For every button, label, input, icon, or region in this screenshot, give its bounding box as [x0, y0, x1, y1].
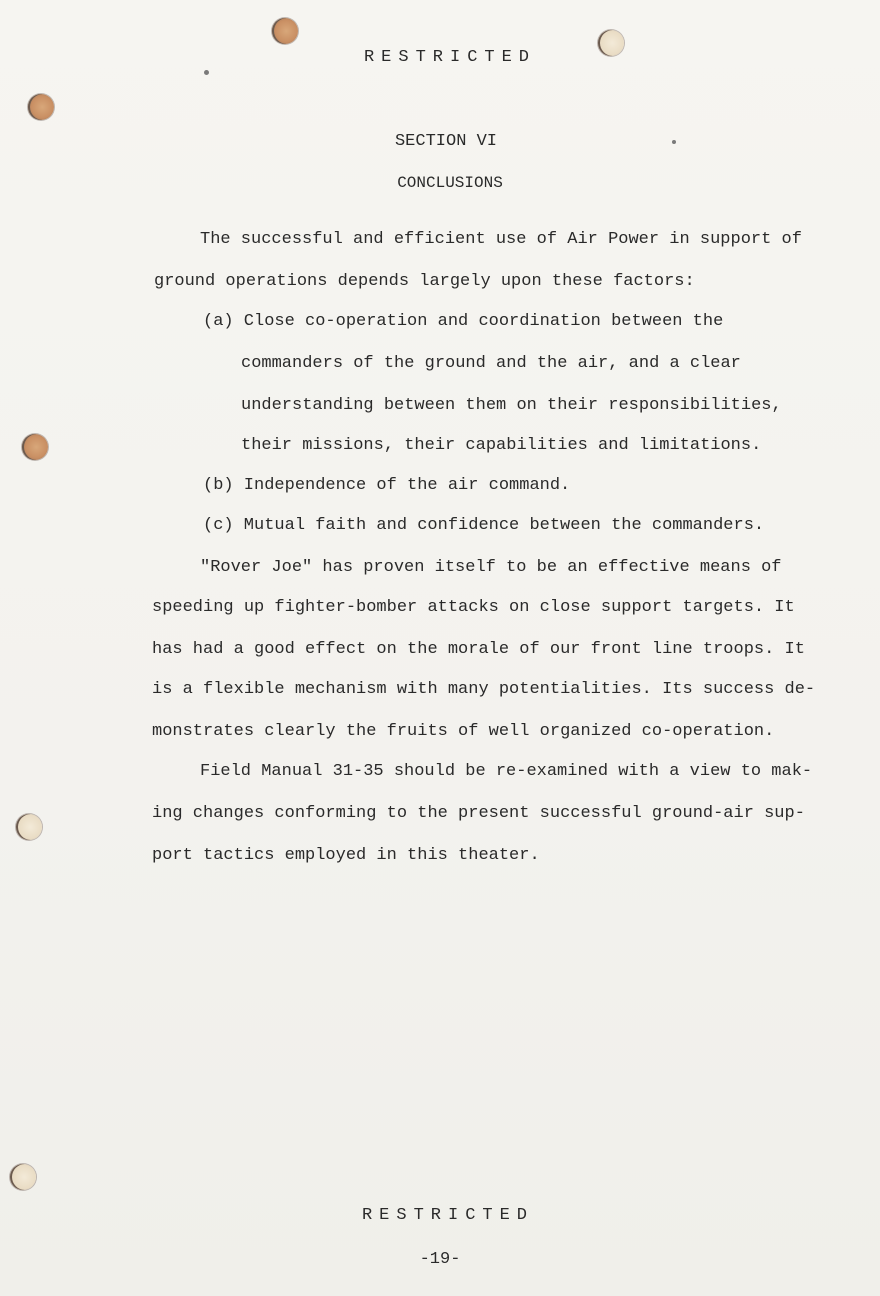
paragraph-line: ground operations depends largely upon these factors: — [154, 272, 695, 291]
paragraph-line: is a flexible mechanism with many potentialities. Its success de- — [152, 680, 816, 699]
punch-hole-left-3 — [16, 814, 42, 840]
paragraph-line: speeding up fighter-bomber attacks on close support targets. It — [152, 598, 795, 617]
list-item-a: (a) Close co-operation and coordination between the — [203, 312, 724, 331]
paragraph-line: commanders of the ground and the air, and a clear — [241, 354, 741, 373]
paragraph-line: Field Manual 31-35 should be re-examined with a view to mak- — [200, 762, 813, 781]
speck-mark — [204, 70, 209, 75]
list-item-c: (c) Mutual faith and confidence between the commanders. — [203, 516, 765, 535]
list-item-b: (b) Independence of the air command. — [203, 476, 571, 495]
punch-hole-left-2 — [22, 434, 48, 460]
punch-hole-left-1 — [28, 94, 54, 120]
page-number: -19- — [419, 1250, 461, 1269]
paragraph-line: ing changes conforming to the present successful ground-air sup- — [152, 804, 805, 823]
paragraph-line: "Rover Joe" has proven itself to be an effective means of — [200, 558, 782, 577]
paragraph-line: understanding between them on their responsibilities, — [241, 396, 782, 415]
paragraph-line: their missions, their capabilities and limitations. — [241, 436, 762, 455]
classification-footer: RESTRICTED — [361, 1206, 535, 1225]
paragraph-line: monstrates clearly the fruits of well organized co-operation. — [152, 722, 775, 741]
section-title: CONCLUSIONS — [397, 174, 503, 192]
paragraph-line: port tactics employed in this theater. — [152, 846, 540, 865]
classification-header: RESTRICTED — [363, 48, 537, 67]
punch-hole-top — [272, 18, 298, 44]
section-label: SECTION VI — [394, 132, 498, 151]
paragraph-line: has had a good effect on the morale of our front line troops. It — [152, 640, 805, 659]
paragraph-line: The successful and efficient use of Air Power in support of — [200, 230, 802, 249]
punch-hole-left-4 — [10, 1164, 36, 1190]
